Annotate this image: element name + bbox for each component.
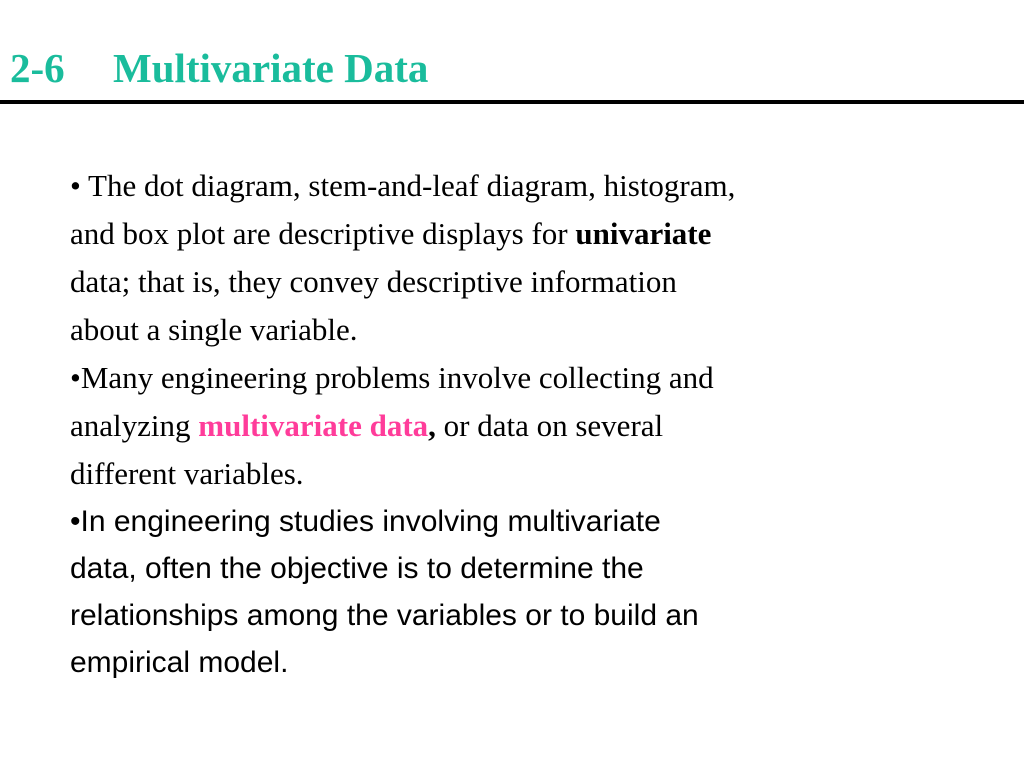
title-section-number: 2-6 <box>10 45 65 91</box>
bullet-line: • The dot diagram, stem-and-leaf diagram, histogram, <box>70 168 736 203</box>
bullet-line: data, often the objective is to determine the <box>70 552 644 585</box>
bullet-text: or data on several <box>435 408 664 443</box>
title-underline-rule <box>0 100 1024 104</box>
bullet-multivariate <box>70 354 960 498</box>
slide-title <box>10 42 428 94</box>
bullet-univariate <box>70 162 960 354</box>
bullet-line: data; that is, they convey descriptive information <box>70 264 677 299</box>
bullet-text: and box plot are descriptive displays for <box>70 216 576 251</box>
bullet-line: about a single variable. <box>70 312 358 347</box>
bullet-line: •Many engineering problems involve collecting and <box>70 360 714 395</box>
bullet-text: analyzing <box>70 408 199 443</box>
bullet-line: different variables. <box>70 456 304 491</box>
title-text: Multivariate Data <box>113 45 429 91</box>
term-multivariate-data: multivariate data <box>198 408 429 443</box>
bullet-line: empirical model. <box>70 646 289 679</box>
bullet-line <box>70 210 960 258</box>
bullet-line: •In engineering studies involving multivariate <box>70 505 661 538</box>
bullet-line <box>70 402 960 450</box>
bullet-line: relationships among the variables or to build an <box>70 599 699 632</box>
bullet-comma: , <box>428 408 436 443</box>
slide-body <box>70 162 960 686</box>
term-univariate: univariate <box>575 216 712 251</box>
bullet-objective <box>70 498 960 686</box>
